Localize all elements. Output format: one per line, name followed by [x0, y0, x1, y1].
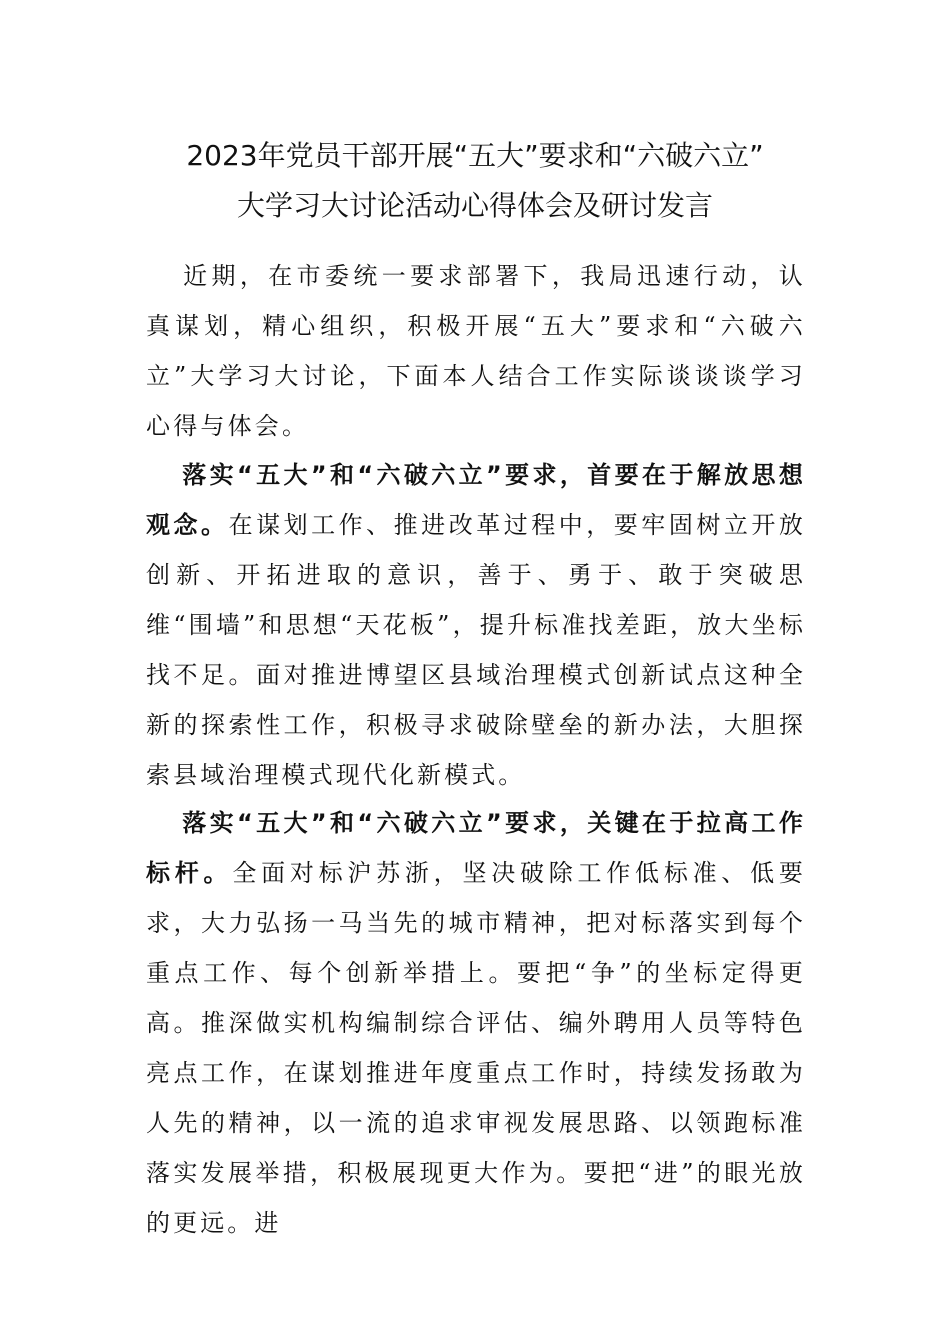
paragraph-raise-benchmark	[146, 798, 806, 1248]
paragraph-intro	[146, 251, 806, 451]
paragraph-body: 全面对标沪苏浙，坚决破除工作低标准、低要求，大力弘扬一马当先的城市精神，把对标落实到每个重点工作、每个创新举措上。要把“争”的坐标定得更高。推深做实机构编制综合评估、编外聘用人员等特色亮点工作，在谋划推进年度重点工作时，持续发扬敢为人先的精神，以一流的追求审视发展思路、以领跑标准落实发展举措，积极展现更大作为。要把“进”的眼光放的更远。进	[146, 859, 806, 1237]
paragraph-body: 在谋划工作、推进改革过程中，要牢固树立开放创新、开拓进取的意识，善于、勇于、敢于突破思维“围墙”和思想“天花板”，提升标准找差距，放大坐标找不足。面对推进博望区县域治理模式创新试点这种全新的探索性工作，积极寻求破除壁垒的新办法，大胆探索县域治理模式现代化新模式。	[146, 511, 806, 789]
paragraph-liberate-thinking	[146, 450, 806, 800]
paragraph-lead-sentence: 落实“五大”和“六破六立”要求，首要在于解放思想观念。	[146, 461, 806, 539]
paragraph-lead-sentence: 落实“五大”和“六破六立”要求，关键在于拉高工作标杆。	[146, 809, 806, 887]
document-title-line-1: 2023年党员干部开展“五大”要求和“六破六立”	[186, 139, 764, 172]
document-title-line-2: 大学习大讨论活动心得体会及研讨发言	[236, 189, 713, 222]
paragraph-body: 近期，在市委统一要求部署下，我局迅速行动，认真谋划，精心组织，积极开展“五大”要求和“六破六立”大学习大讨论，下面本人结合工作实际谈谈谈学习心得与体会。	[146, 262, 806, 440]
